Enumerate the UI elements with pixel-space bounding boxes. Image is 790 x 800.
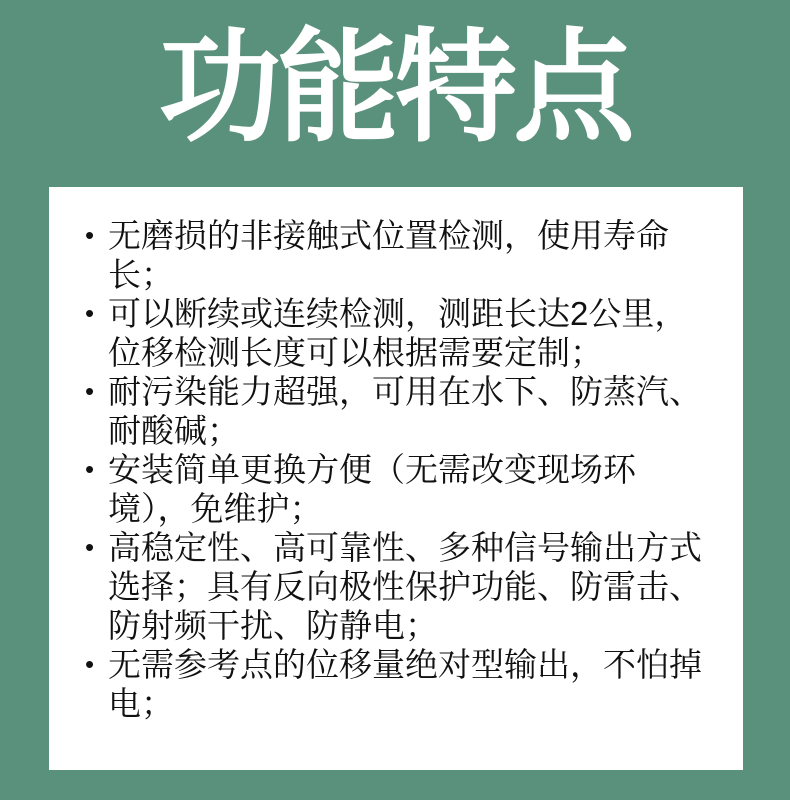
list-item-text (108, 645, 719, 723)
list-item-text (108, 372, 719, 450)
list-item-text (108, 450, 719, 528)
list-item-text (108, 294, 719, 372)
bullet-icon: • (85, 220, 95, 250)
list-item-line: 电； (108, 685, 174, 722)
feature-card (49, 187, 743, 770)
list-item (85, 372, 719, 450)
bullet-icon: • (85, 376, 95, 406)
list-item-text (108, 216, 719, 294)
list-item (85, 294, 719, 372)
list-item-line: 耐酸碱； (108, 412, 240, 449)
bullet-icon: • (85, 298, 95, 328)
list-item-line: 高稳定性、高可靠性、多种信号输出方式 (108, 529, 702, 566)
feature-list (49, 187, 743, 723)
bullet-icon: • (85, 649, 95, 679)
list-item (85, 528, 719, 645)
list-item-line: 可以断续或连续检测，测距长达2公里， (108, 295, 688, 332)
page-title: 功能特点 (159, 20, 631, 156)
list-item-line: 境），免维护； (108, 490, 323, 527)
list-item-text (108, 528, 719, 645)
list-item-line: 长； (108, 256, 174, 293)
list-item-line: 无需参考点的位移量绝对型输出，不怕掉 (108, 646, 702, 683)
list-item-line: 无磨损的非接触式位置检测，使用寿命 (108, 217, 669, 254)
bullet-icon: • (85, 454, 95, 484)
list-item-line: 耐污染能力超强，可用在水下、防蒸汽、 (108, 373, 702, 410)
bullet-icon: • (85, 532, 95, 562)
list-item (85, 645, 719, 723)
list-item-line: 选择；具有反向极性保护功能、防雷击、 (108, 568, 702, 605)
list-item (85, 450, 719, 528)
list-item-line: 安装简单更换方便（无需改变现场环 (108, 451, 636, 488)
list-item-line: 防射频干扰、防静电； (108, 607, 438, 644)
list-item-line: 位移检测长度可以根据需要定制； (108, 334, 603, 371)
list-item (85, 216, 719, 294)
